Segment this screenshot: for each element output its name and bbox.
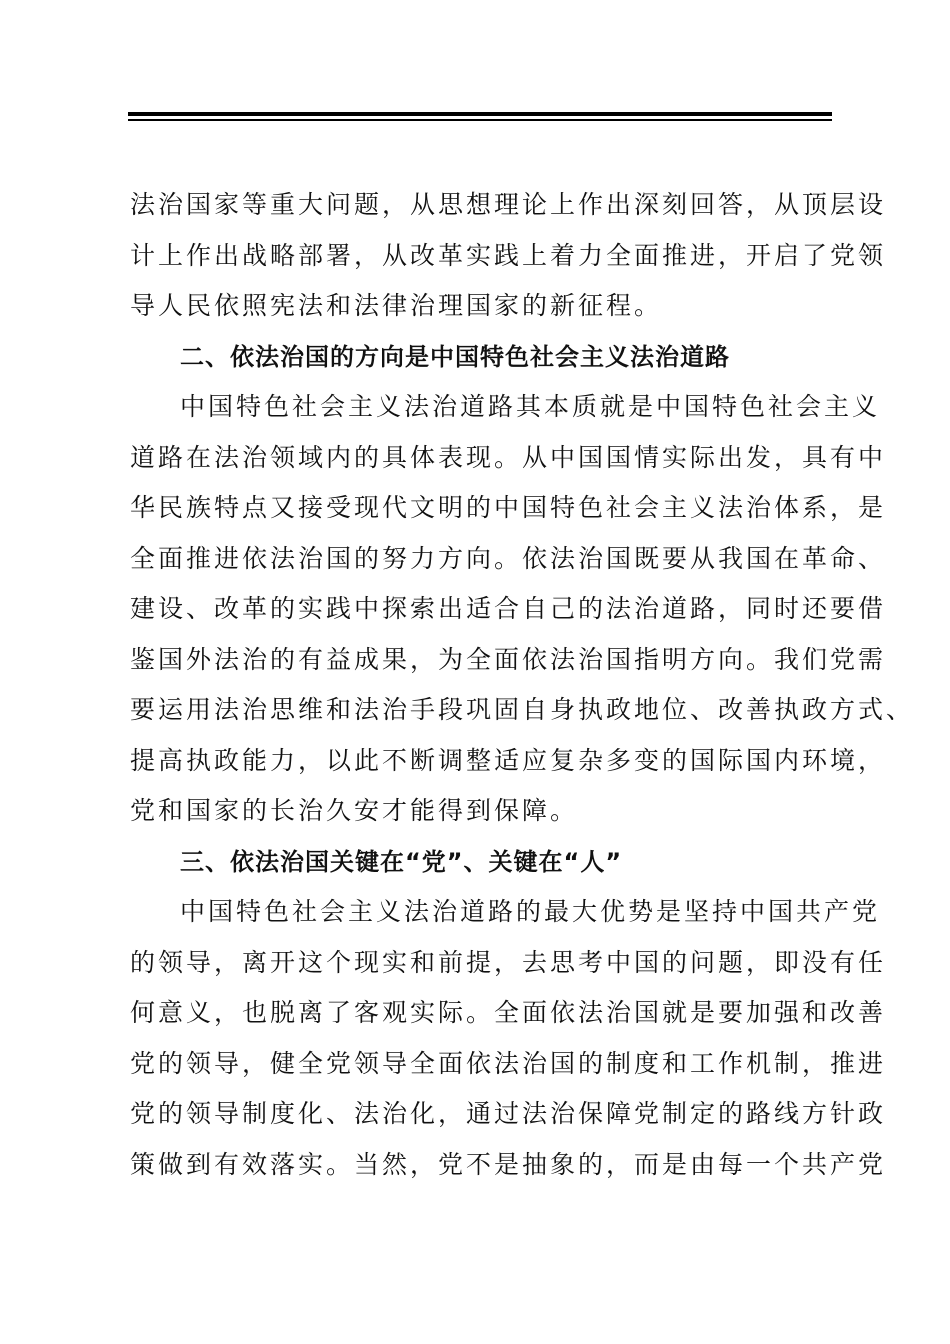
section-heading-2: 二、依法治国的方向是中国特色社会主义法治道路: [180, 342, 730, 371]
text-line: 计上作出战略部署，从改革实践上着力全面推进，开启了党领: [130, 240, 887, 270]
section-3-paragraph: [130, 887, 887, 1190]
text-line: 全面推进依法治国的努力方向。依法治国既要从我国在革命、: [130, 543, 887, 573]
text-line: 党的领导制度化、法治化，通过法治保障党制定的路线方针政: [130, 1099, 887, 1128]
text-line: 党和国家的长治久安才能得到保障。: [130, 796, 579, 825]
text-line: 导人民依照宪法和法律治理国家的新征程。: [130, 291, 663, 320]
text-line: 建设、改革的实践中探索出适合自己的法治道路，同时还要借: [130, 594, 887, 623]
text-line: 党的领导，健全党领导全面依法治国的制度和工作机制，推进: [130, 1048, 887, 1078]
section-heading-3: 三、依法治国关键在“党”、关键在“人”: [180, 847, 623, 876]
text-line: 华民族特点又接受现代文明的中国特色社会主义法治体系，是: [130, 493, 887, 522]
text-line: 提高执政能力，以此不断调整适应复杂多变的国际国内环境，: [130, 745, 887, 775]
text-line: 中国特色社会主义法治道路的最大优势是坚持中国共产党: [180, 897, 881, 926]
text-line: 策做到有效落实。当然，党不是抽象的，而是由每一个共产党: [130, 1149, 887, 1179]
text-line: 要运用法治思维和法治手段巩固自身执政地位、改善执政方式、: [130, 695, 915, 724]
intro-paragraph: [130, 180, 887, 332]
text-line: 的领导，离开这个现实和前提，去思考中国的问题，即没有任: [130, 947, 887, 977]
section-2-paragraph: [130, 382, 915, 837]
text-line: 道路在法治领域内的具体表现。从中国国情实际出发，具有中: [130, 442, 887, 472]
text-line: 鉴国外法治的有益成果，为全面依法治国指明方向。我们党需: [130, 644, 887, 674]
header-rule-thin: [128, 119, 832, 121]
text-line: 中国特色社会主义法治道路其本质就是中国特色社会主义: [180, 392, 881, 421]
text-line: 法治国家等重大问题，从思想理论上作出深刻回答，从顶层设: [130, 190, 887, 219]
header-rule-thick: [128, 112, 832, 116]
text-line: 何意义，也脱离了客观实际。全面依法治国就是要加强和改善: [130, 998, 887, 1027]
document-body: [130, 180, 915, 1190]
